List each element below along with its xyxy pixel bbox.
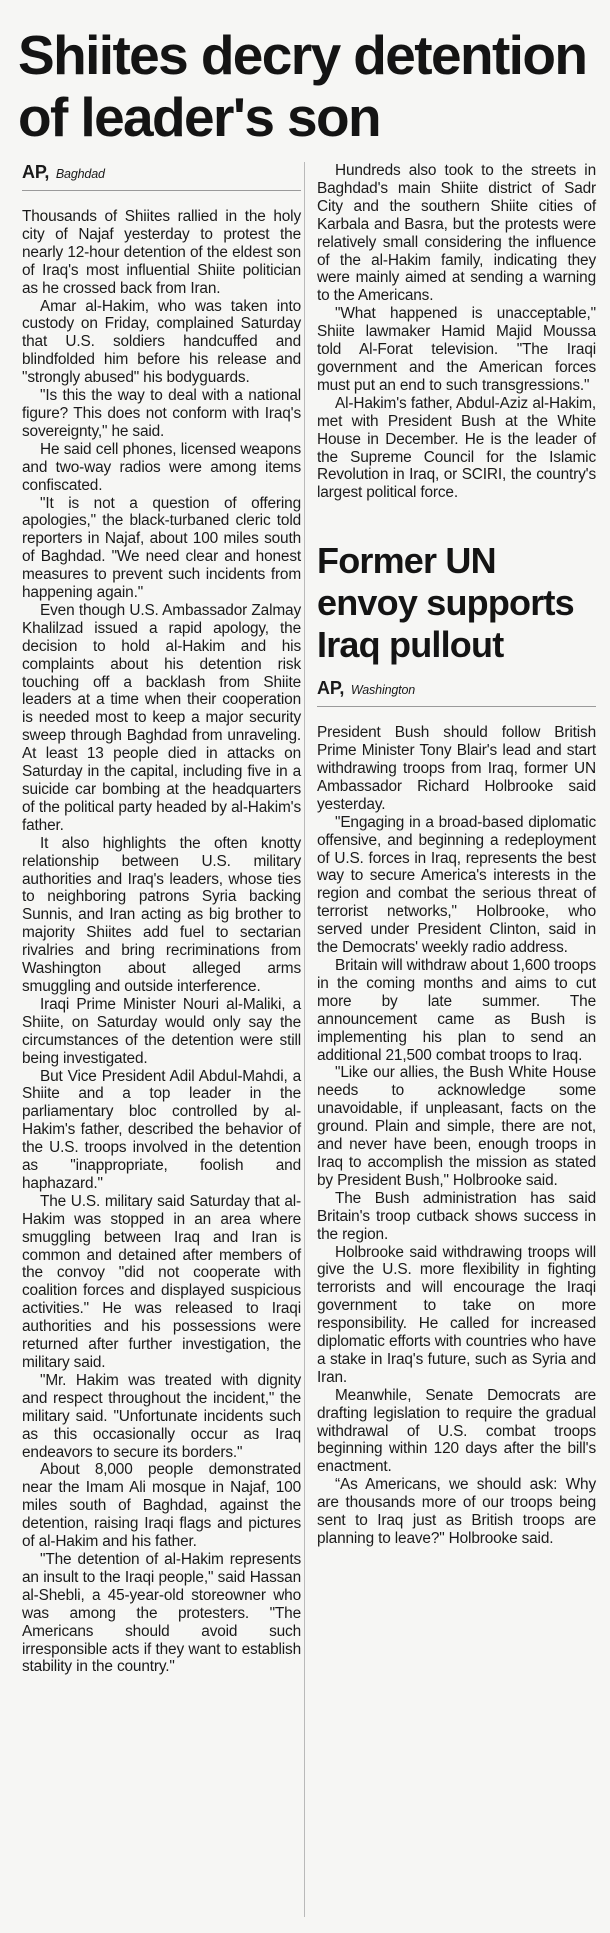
article-1-paragraph: "The detention of al-Hakim represents an insult to the Iraqi people," said Hassan al-Shebli, a 45-year-old storeowner who was among the protesters. "The Americans should avoid such irresponsible acts if they want to establish stability in the country." <box>22 1550 301 1676</box>
article-1-paragraph: About 8,000 people demonstrated near the Imam Ali mosque in Najaf, 100 miles south of Baghdad, against the detention, raising Iraqi flags and pictures of al-Hakim and his father. <box>22 1461 301 1551</box>
article-1-dateline: Baghdad <box>55 167 105 181</box>
article-1-paragraph: "Mr. Hakim was treated with dignity and respect throughout the incident," the military said. "Unfortunate incidents such as this occasionally occur as Iraq endeavors to secure its borders." <box>22 1371 301 1461</box>
article-1-paragraph: Amar al-Hakim, who was taken into custody on Friday, complained Saturday that U.S. soldiers handcuffed and blindfolded him before his release and "strongly abused" his bodyguards. <box>22 297 301 387</box>
article-2-paragraph: President Bush should follow British Prime Minister Tony Blair's lead and start withdrawing troops from Iraq, former UN Ambassador Richard Holbrooke said yesterday. <box>317 724 596 813</box>
article-2-headline <box>317 540 596 666</box>
article-2-paragraph: "Like our allies, the Bush White House needs to acknowledge some unavoidable, if unpleasant, facts on the ground. Plain and simple, there are not, and never have been, enough troops in Iraq to accomplish the mission as stated by President Bush," Holbrooke said. <box>317 1064 596 1189</box>
article-1-paragraph: Iraqi Prime Minister Nouri al-Maliki, a Shiite, on Saturday would only say the circumstances of the detention were still being investigated. <box>22 995 301 1067</box>
article-2-paragraph: "Engaging in a broad-based diplomatic offensive, and beginning a redeployment of U.S. forces in Iraq, represents the best way to secure America's interests in the region and combat the serious threat of terrorist networks," Holbrooke, who served under President Clinton, said in the Democrats' weekly radio address. <box>317 813 596 957</box>
column-divider <box>304 162 305 1917</box>
article-1-paragraph: Thousands of Shiites rallied in the holy city of Najaf yesterday to protest the nearly 12-hour detention of the eldest son of Iraq's most influential Shiite politician as he crossed back from Iran. <box>22 208 301 297</box>
main-headline <box>18 24 598 148</box>
article-2-paragraph: Meanwhile, Senate Democrats are drafting legislation to require the gradual withdrawal of U.S. combat troops beginning within 120 days after the bill's enactment. <box>317 1386 596 1476</box>
article-2-agency: AP, <box>317 678 345 699</box>
article-1-paragraph: Hundreds also took to the streets in Baghdad's main Shiite district of Sadr City and the southern Shiite cities of Karbala and Basra, but the protests were relatively small considering the influence of the al-Hakim family, indicating they were mainly aimed at sending a warning to the Americans. <box>317 162 596 305</box>
article-1-paragraph: "Is this the way to deal with a national figure? This does not conform with Iraq's sovereignty," he said. <box>22 387 301 440</box>
article-2-paragraph: “As Americans, we should ask: Why are thousands more of our troops being sent to Iraq just as British troops are planning to leave?" Holbrooke said. <box>317 1476 596 1547</box>
article-1-paragraph: Al-Hakim's father, Abdul-Aziz al-Hakim, met with President Bush at the White House in December. He is the leader of the Supreme Council for the Islamic Revolution in Iraq, or SCIRI, the country's largest political force. <box>317 394 596 502</box>
article-1-paragraph: It also highlights the often knotty relationship between U.S. military authorities and Iraq's leaders, whose ties to neighboring patrons Syria backing Sunnis, and Iran acting as big brother to majority Shiites add fuel to sectarian rivalries and bring recriminations from Washington about alleged arms smuggling and outside interference. <box>22 834 301 995</box>
article-2-headline-line-3: Iraq pullout <box>317 624 504 666</box>
article-1-paragraph: "It is not a question of offering apologies," the black-turbaned cleric told reporters in Najaf, about 100 miles south of Baghdad. "We need clear and honest measures to prevent such incidents from happening again." <box>22 494 301 602</box>
main-headline-line-2: of leader's son <box>18 86 380 148</box>
article-1-paragraph: But Vice President Adil Abdul-Mahdi, a Shiite and a top leader in the parliamentary bloc controlled by al-Hakim's father, described the behavior of the U.S. troops involved in the detention as "inappropriate, foolish and haphazard." <box>22 1067 301 1192</box>
article-1-paragraph: "What happened is unacceptable," Shiite lawmaker Hamid Majid Moussa told Al-Forat television. "The Iraqi government and the American forces must put an end to such transgressions." <box>317 305 596 394</box>
article-2-dateline: Washington <box>350 683 416 698</box>
article-2-headline-line-1: Former UN <box>317 540 496 582</box>
article-2-paragraph: Britain will withdraw about 1,600 troops in the coming months and aims to cut more by late summer. The announcement came as Bush is implementing his plan to send an additional 21,500 combat troops to Iraq. <box>317 957 596 1064</box>
article-2-headline-line-2: envoy supports <box>317 582 574 624</box>
article-1-agency: AP, <box>22 162 50 182</box>
article-1-paragraph: The U.S. military said Saturday that al-Hakim was stopped in an area where smuggling between Iraq and Iran is common and detained after members of the convoy "did not cooperate with coalition forces and displayed suspicious activities." He was released to Iraqi authorities and his possessions were returned after further investigation, the military said. <box>22 1192 301 1371</box>
article-column-right <box>317 162 596 1548</box>
article-1-paragraph: Even though U.S. Ambassador Zalmay Khalilzad issued a rapid apology, the decision to hold al-Hakim and his complaints about his detention risk touching off a backlash from Shiite leaders at a time when their cooperation is needed most to keep a major security sweep through Baghdad from unraveling. At least 13 people died in attacks on Saturday in the capital, including five in a suicide car bombing at the headquarters of the political party headed by al-Hakim's father. <box>22 601 301 834</box>
main-headline-line-1: Shiites decry detention <box>18 24 587 86</box>
article-2-paragraph: The Bush administration has said Britain's troop cutback shows success in the region. <box>317 1189 596 1243</box>
article-2-byline <box>317 678 596 707</box>
article-1-column-left <box>22 162 301 1676</box>
article-1-byline <box>22 162 301 191</box>
article-2-paragraph: Holbrooke said withdrawing troops will give the U.S. more flexibility in fighting terrorists and will encourage the Iraqi government to take on more responsibility. He called for increased diplomatic efforts with countries who have a stake in Iraq's future, such as Syria and Iran. <box>317 1243 596 1386</box>
article-1-paragraph: He said cell phones, licensed weapons and two-way radios were among items confiscated. <box>22 440 301 494</box>
